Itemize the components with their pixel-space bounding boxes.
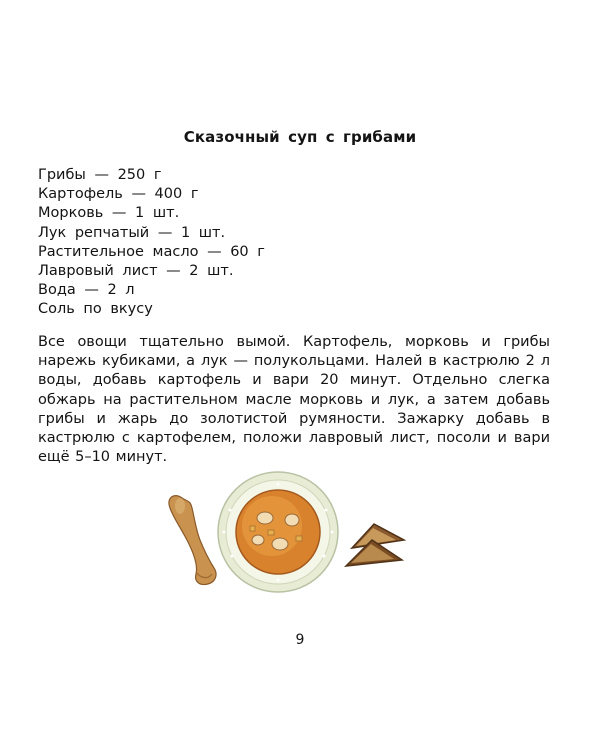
ingredient-item: Грибы — 250 г bbox=[38, 167, 162, 183]
page-number: 9 bbox=[295, 632, 305, 648]
ingredient-item: Соль по вкусу bbox=[38, 301, 153, 318]
ingredient-item: Морковь — 1 шт. bbox=[38, 205, 180, 222]
ingredient-item: Картофель — 400 г bbox=[38, 186, 199, 203]
ingredient-item: Вода — 2 л bbox=[38, 282, 135, 299]
wooden-spoon-icon bbox=[169, 496, 216, 585]
soup-illustration bbox=[160, 470, 410, 600]
ingredient-item: Лавровый лист — 2 шт. bbox=[38, 263, 234, 280]
toast-slices-icon bbox=[346, 524, 404, 566]
ingredient-item: Растительное масло — 60 г bbox=[38, 243, 265, 260]
ingredient-item: Лук репчатый — 1 шт. bbox=[38, 224, 226, 241]
soup-bowl-icon bbox=[218, 472, 338, 592]
recipe-instructions: Все овощи тщательно вымой. Картофель, морковь и грибы нарежь кубиками, а лук — полукольцами. Налей в кастрюлю 2 л воды, добавь картофель и вари 20 минут. Отдельно слегка обжарь на растительном масле морковь и лук, а затем добавь грибы и жарь до золотистой румяности. Зажарку добавь в кастрюлю с картофелем, положи лавровый лист, посоли и вари ещё 5–10 минут. bbox=[38, 334, 550, 466]
ingredients-list bbox=[38, 166, 265, 320]
recipe-title: Сказочный суп с грибами bbox=[183, 128, 417, 146]
